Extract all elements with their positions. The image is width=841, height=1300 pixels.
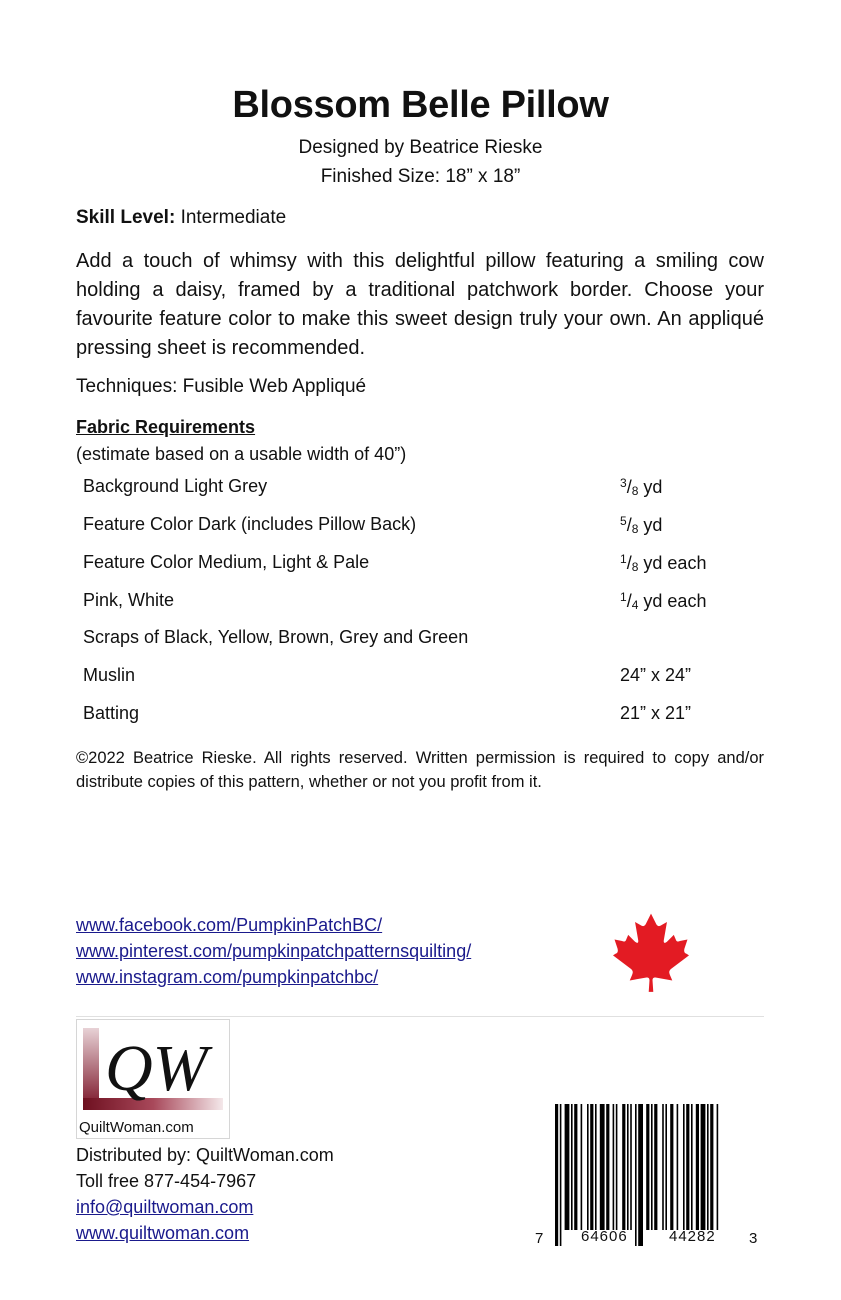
barcode-left-digits: 64606 [581,1228,628,1245]
facebook-link[interactable]: www.facebook.com/PumpkinPatchBC/ [76,915,383,935]
finished-size: Finished Size: 18” x 18” [320,166,521,187]
barcode-bar [686,1104,689,1230]
barcode-right-digits: 44282 [669,1228,716,1245]
fabric-estimate-note: (estimate based on a usable width of 40”) [76,444,407,464]
fabric-name: Background Light Grey [83,476,268,496]
barcode-bar [613,1104,615,1230]
copyright-notice: ©2022 Beatrice Rieske. All rights reserved. Written permission is required to copy and/or distribute copies of this pattern, whether or not you profit from it. [76,749,764,791]
fabric-requirements-heading: Fabric Requirements [76,417,256,437]
skill-level [76,207,286,229]
toll-free-phone: Toll free 877-454-7967 [76,1171,257,1191]
fabric-name: Muslin [83,665,136,685]
social-links [76,912,471,990]
barcode-bar [670,1104,673,1230]
fabric-row [83,703,763,729]
fabric-row [83,590,763,616]
fabric-row [83,552,763,578]
barcode-check-digit: 3 [749,1230,758,1247]
barcode-bar [707,1104,709,1230]
quiltwoman-logo [76,1019,230,1139]
distributor-contact [76,1142,334,1246]
barcode-bar [587,1104,589,1230]
designer-credit: Designed by Beatrice Rieske [298,137,543,158]
skill-value: Intermediate [180,207,287,228]
barcode-bar [622,1104,625,1230]
page-title: Blossom Belle Pillow [232,84,609,126]
barcode-bar [574,1104,577,1230]
barcode-lead-digit: 7 [535,1230,544,1247]
barcode-bar [560,1104,562,1246]
fabric-row [83,476,763,502]
fabric-name: Feature Color Medium, Light & Pale [83,552,370,572]
barcode-bar [571,1104,573,1230]
fabric-qty: 24” x 24” [620,665,692,685]
fabric-name: Feature Color Dark (includes Pillow Back) [83,514,417,534]
fabric-row [83,665,763,691]
svg-text:QW: QW [105,1032,208,1105]
fabric-row [83,514,763,540]
fabric-qty: $^5/_8$ yd [620,514,663,536]
fabric-qty: $^3/_8$ yd [620,476,663,498]
barcode-bar [677,1104,679,1230]
barcode-bar [581,1104,583,1230]
fabric-qty: 21” x 21” [620,703,692,723]
distributed-by: Distributed by: QuiltWoman.com [76,1145,334,1165]
barcode-bar [662,1104,664,1230]
barcode-bar [606,1104,609,1230]
barcode-bar [565,1104,570,1230]
barcode-bar [665,1104,667,1230]
barcode-bar [630,1104,632,1230]
website-link[interactable]: www.quiltwoman.com [76,1223,250,1243]
barcode-bar [600,1104,605,1230]
fabric-name: Pink, White [83,590,175,610]
barcode-bar [616,1104,618,1230]
barcode-bar [696,1104,699,1230]
logo-caption: QuiltWoman.com [79,1119,194,1136]
pattern-description: Add a touch of whimsy with this delightful pillow featuring a smiling cow holding a daisy, framed by a traditional patchwork border. Choose your favourite feature color to make this sweet design truly your own. An appliqué pressing sheet is recommended. [76,250,764,359]
barcode-bar [691,1104,693,1230]
fabric-name: Scraps of Black, Yellow, Brown, Grey and Green [83,627,469,647]
fabric-qty: $^1/_8$ yd each [620,552,707,574]
pinterest-link[interactable]: www.pinterest.com/pumpkinpatchpatternsquilting/ [76,941,472,961]
maple-leaf-icon [613,912,689,992]
fabric-name: Batting [83,703,140,723]
barcode-bar [627,1104,629,1230]
instagram-link[interactable]: www.instagram.com/pumpkinpatchbc/ [76,967,379,987]
barcode-bar [710,1104,713,1230]
barcode-bars [533,1100,765,1252]
barcode-bar [651,1104,653,1230]
email-link[interactable]: info@quiltwoman.com [76,1197,254,1217]
fabric-row [83,627,763,653]
barcode-bar [590,1104,593,1230]
divider [76,1016,764,1017]
fabric-qty: $^1/_4$ yd each [620,590,707,612]
barcode-bar [638,1104,643,1246]
qw-logo-icon [77,1020,229,1116]
barcode-bar [555,1104,558,1246]
barcode-bar [683,1104,685,1230]
barcode-bar [595,1104,597,1230]
barcode-bar [635,1104,637,1246]
skill-label: Skill Level: [76,207,176,228]
upc-barcode [533,1100,765,1252]
barcode-bar [654,1104,657,1230]
barcode-bar [717,1104,719,1230]
barcode-bar [646,1104,649,1230]
techniques: Techniques: Fusible Web Appliqué [76,376,367,397]
barcode-bar [701,1104,706,1230]
